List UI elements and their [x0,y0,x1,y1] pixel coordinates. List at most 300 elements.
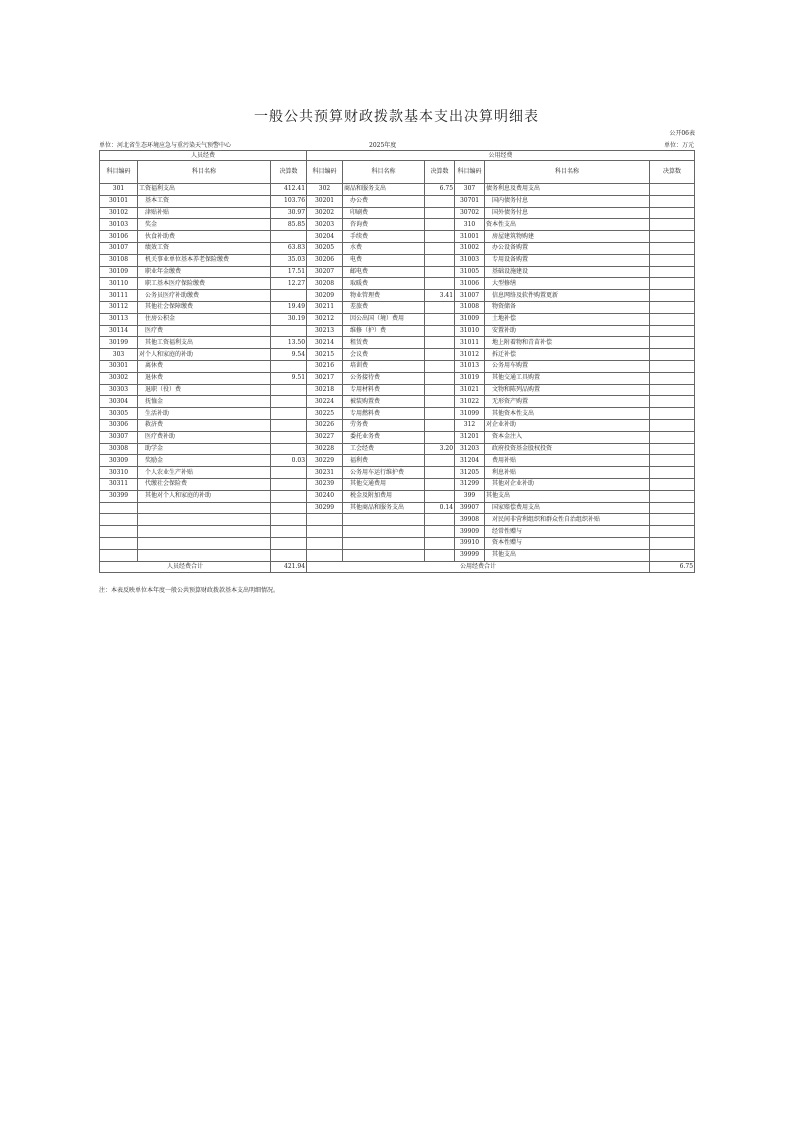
code-cell: 39907 [455,502,485,514]
name-cell: 代缴社会保险费 [138,478,271,490]
name-cell: 公务用车购置 [485,360,650,372]
table-row [100,467,695,479]
name-cell: 手续费 [343,231,425,243]
table-row [100,207,695,219]
name-cell: 委托业务费 [343,431,425,443]
code-cell: 303 [100,349,138,361]
amount-cell [425,349,455,361]
name-cell: 其他对个人和家庭的补助 [138,490,271,502]
amount-cell [650,325,695,337]
code-cell: 30217 [307,372,343,384]
code-cell: 30108 [100,254,138,266]
amount-cell [425,360,455,372]
code-cell: 30113 [100,313,138,325]
table-row [100,408,695,420]
code-cell: 31009 [455,313,485,325]
name-cell: 医疗费 [138,325,271,337]
header-personnel: 人员经费 [100,151,307,161]
header-name: 科目名称 [485,161,650,184]
name-cell: 对个人和家庭的补助 [138,349,271,361]
name-cell: 其他交通费用 [343,478,425,490]
table-row [100,384,695,396]
name-cell [138,549,271,561]
amount-cell [271,478,307,490]
amount-cell: 103.76 [271,195,307,207]
amount-cell [650,207,695,219]
header-amount: 决算数 [650,161,695,184]
amount-cell: 30.19 [271,313,307,325]
name-cell: 退职（役）费 [138,384,271,396]
name-cell: 无形资产购置 [485,396,650,408]
amount-cell [271,325,307,337]
amount-cell [650,184,695,196]
code-cell: 31204 [455,455,485,467]
amount-cell [425,231,455,243]
name-cell: 被装购置费 [343,396,425,408]
name-cell: 资本性赠与 [485,537,650,549]
code-cell: 30311 [100,478,138,490]
code-cell: 30702 [455,207,485,219]
code-cell: 30303 [100,384,138,396]
name-cell: 职业年金缴费 [138,266,271,278]
name-cell: 维修（护）费 [343,325,425,337]
code-cell: 31005 [455,266,485,278]
code-cell [100,526,138,538]
name-cell: 信息网络及软件购置更新 [485,290,650,302]
totals-row [100,561,695,572]
name-cell: 其他商品和服务支出 [343,502,425,514]
code-cell: 30308 [100,443,138,455]
code-cell: 30110 [100,278,138,290]
amount-cell: 85.85 [271,219,307,231]
personnel-total-label: 人员经费合计 [100,561,271,572]
amount-cell: 0.14 [425,502,455,514]
code-cell: 31205 [455,467,485,479]
header-code: 科目编码 [455,161,485,184]
code-cell: 30309 [100,455,138,467]
code-cell: 31012 [455,349,485,361]
table-row [100,219,695,231]
header-name: 科目名称 [138,161,271,184]
code-cell: 30305 [100,408,138,420]
name-cell: 绩效工资 [138,242,271,254]
amount-cell [650,231,695,243]
code-cell: 30107 [100,242,138,254]
code-cell: 30114 [100,325,138,337]
code-cell: 31099 [455,408,485,420]
amount-cell [425,266,455,278]
page-title: 一般公共预算财政拨款基本支出决算明细表 [254,109,539,125]
table-row [100,455,695,467]
name-cell: 办公费 [343,195,425,207]
amount-cell: 13.50 [271,337,307,349]
amount-cell: 17.51 [271,266,307,278]
code-cell: 30207 [307,266,343,278]
amount-cell [271,514,307,526]
header-code: 科目编码 [100,161,138,184]
code-cell: 30205 [307,242,343,254]
table-row [100,396,695,408]
code-cell: 30224 [307,396,343,408]
amount-cell [650,219,695,231]
amount-cell [650,455,695,467]
code-cell: 31022 [455,396,485,408]
name-cell: 专用材料费 [343,384,425,396]
name-cell: 房屋建筑物购建 [485,231,650,243]
name-cell [138,514,271,526]
code-cell: 30302 [100,372,138,384]
header-public: 公用经费 [307,151,695,161]
code-cell [100,549,138,561]
name-cell: 差旅费 [343,301,425,313]
amount-cell [650,360,695,372]
amount-cell: 19.49 [271,301,307,313]
amount-cell [425,490,455,502]
public-total-value: 6.75 [650,561,695,572]
name-cell: 政府投资基金股权投资 [485,443,650,455]
table-row [100,372,695,384]
code-cell: 312 [455,419,485,431]
amount-cell [650,408,695,420]
amount-cell [650,549,695,561]
code-cell: 30304 [100,396,138,408]
code-cell: 30229 [307,455,343,467]
amount-cell [650,301,695,313]
code-cell: 30112 [100,301,138,313]
amount-cell [425,254,455,266]
name-cell: 劳务费 [343,419,425,431]
table-row [100,266,695,278]
name-cell: 助学金 [138,443,271,455]
amount-cell [271,467,307,479]
amount-cell [425,537,455,549]
amount-cell: 6.75 [425,184,455,196]
meta-line [99,140,694,149]
name-cell: 培训费 [343,360,425,372]
amount-cell [271,526,307,538]
amount-cell [425,195,455,207]
code-cell: 31002 [455,242,485,254]
name-cell: 基本工资 [138,195,271,207]
amount-cell: 63.83 [271,242,307,254]
code-cell: 310 [455,219,485,231]
form-number: 公开06表 [669,130,695,137]
code-cell: 30399 [100,490,138,502]
table-row [100,231,695,243]
code-cell: 31003 [455,254,485,266]
code-cell: 30214 [307,337,343,349]
name-cell: 国外债务付息 [485,207,650,219]
name-cell: 专用燃料费 [343,408,425,420]
personnel-total-value: 421.94 [271,561,307,572]
table-row [100,278,695,290]
amount-cell [650,337,695,349]
name-cell: 大型修缮 [485,278,650,290]
money-unit-label: 单位：万元 [663,142,694,149]
name-cell: 公务用车运行维护费 [343,467,425,479]
code-cell: 39908 [455,514,485,526]
table-row [100,325,695,337]
unit-label: 单位：河北省生态环境应急与重污染天气预警中心 [99,142,232,149]
name-cell: 物资储备 [485,301,650,313]
code-cell: 31010 [455,325,485,337]
amount-cell [650,526,695,538]
amount-cell: 9.54 [271,349,307,361]
code-cell: 31299 [455,478,485,490]
code-cell: 30102 [100,207,138,219]
header-amount: 决算数 [425,161,455,184]
table-row [100,195,695,207]
code-cell: 30109 [100,266,138,278]
amount-cell [425,278,455,290]
name-cell: 奖励金 [138,455,271,467]
code-cell: 30208 [307,278,343,290]
amount-cell [271,431,307,443]
table-row [100,490,695,502]
code-cell: 30310 [100,467,138,479]
name-cell: 文物和陈列品购置 [485,384,650,396]
amount-cell [271,231,307,243]
name-cell: 专用设备购置 [485,254,650,266]
amount-cell: 0.03 [271,455,307,467]
amount-cell [425,526,455,538]
name-cell: 印刷费 [343,207,425,219]
amount-cell [425,325,455,337]
amount-cell: 12.27 [271,278,307,290]
code-cell: 30202 [307,207,343,219]
code-cell: 30225 [307,408,343,420]
table-row [100,242,695,254]
amount-cell [425,301,455,313]
name-cell: 公务接待费 [343,372,425,384]
code-cell: 30209 [307,290,343,302]
name-cell: 机关事业单位基本养老保险缴费 [138,254,271,266]
name-cell [343,537,425,549]
table-row [100,184,695,196]
code-cell [307,514,343,526]
year-label: 2025年度 [369,142,397,149]
code-cell: 30239 [307,478,343,490]
amount-cell: 3.20 [425,443,455,455]
table-row [100,301,695,313]
table-row [100,349,695,361]
code-cell: 302 [307,184,343,196]
name-cell: 工会经费 [343,443,425,455]
table-row [100,290,695,302]
name-cell: 工资福利支出 [138,184,271,196]
name-cell: 津贴补贴 [138,207,271,219]
name-cell: 土地补偿 [485,313,650,325]
code-cell: 30240 [307,490,343,502]
table-row [100,443,695,455]
code-cell: 30215 [307,349,343,361]
amount-cell [650,490,695,502]
name-cell: 其他交通工具购置 [485,372,650,384]
amount-cell [271,443,307,455]
footnote: 注：本表反映单位本年度一般公共预算财政拨款基本支出明细情况。 [99,587,280,594]
table-row [100,431,695,443]
name-cell: 债务利息及费用支出 [485,184,650,196]
header-name: 科目名称 [343,161,425,184]
code-cell: 31006 [455,278,485,290]
amount-cell [650,290,695,302]
name-cell: 商品和服务支出 [343,184,425,196]
code-cell [100,514,138,526]
name-cell: 国内债务付息 [485,195,650,207]
name-cell: 其他资本性支出 [485,408,650,420]
code-cell: 399 [455,490,485,502]
code-cell: 30213 [307,325,343,337]
code-cell: 30203 [307,219,343,231]
name-cell [343,526,425,538]
amount-cell [650,431,695,443]
name-cell: 医疗费补助 [138,431,271,443]
amount-cell [425,207,455,219]
code-cell [100,502,138,514]
name-cell: 国家赔偿费用支出 [485,502,650,514]
table-row [100,526,695,538]
code-cell: 39910 [455,537,485,549]
amount-cell [650,514,695,526]
table-row [100,478,695,490]
name-cell: 租赁费 [343,337,425,349]
amount-cell [425,242,455,254]
table-row [100,254,695,266]
name-cell: 基础设施建设 [485,266,650,278]
header-row-groups [100,151,695,161]
code-cell: 31013 [455,360,485,372]
name-cell: 其他支出 [485,490,650,502]
name-cell: 伙食补助费 [138,231,271,243]
amount-cell [271,360,307,372]
amount-cell [425,455,455,467]
name-cell: 离休费 [138,360,271,372]
header-code: 科目编码 [307,161,343,184]
name-cell: 取暖费 [343,278,425,290]
code-cell: 31201 [455,431,485,443]
code-cell [307,526,343,538]
amount-cell [650,254,695,266]
amount-cell [650,396,695,408]
name-cell: 职工基本医疗保险缴费 [138,278,271,290]
code-cell: 30228 [307,443,343,455]
name-cell: 利息补贴 [485,467,650,479]
name-cell: 福利费 [343,455,425,467]
code-cell: 30212 [307,313,343,325]
code-cell: 30226 [307,419,343,431]
table-row [100,502,695,514]
public-total-label: 公用经费合计 [307,561,650,572]
code-cell: 30227 [307,431,343,443]
amount-cell: 3.41 [425,290,455,302]
name-cell: 对民间非营利组织和群众性自治组织补贴 [485,514,650,526]
name-cell: 费用补贴 [485,455,650,467]
code-cell: 31008 [455,301,485,313]
amount-cell: 35.03 [271,254,307,266]
name-cell: 地上附着物和青苗补偿 [485,337,650,349]
name-cell: 拆迁补偿 [485,349,650,361]
name-cell: 因公出国（境）费用 [343,313,425,325]
code-cell: 30218 [307,384,343,396]
amount-cell [425,514,455,526]
amount-cell [425,408,455,420]
code-cell: 30231 [307,467,343,479]
name-cell: 个人农业生产补贴 [138,467,271,479]
code-cell: 31021 [455,384,485,396]
name-cell: 其他工资福利支出 [138,337,271,349]
name-cell [138,502,271,514]
name-cell: 咨询费 [343,219,425,231]
amount-cell [425,384,455,396]
code-cell [307,549,343,561]
amount-cell [271,490,307,502]
name-cell: 住房公积金 [138,313,271,325]
amount-cell [650,419,695,431]
name-cell: 物业管理费 [343,290,425,302]
amount-cell [650,372,695,384]
amount-cell [425,467,455,479]
amount-cell [425,337,455,349]
code-cell: 30111 [100,290,138,302]
code-cell: 30106 [100,231,138,243]
code-cell: 30201 [307,195,343,207]
name-cell: 邮电费 [343,266,425,278]
name-cell: 其他支出 [485,549,650,561]
amount-cell: 412.41 [271,184,307,196]
name-cell: 安置补助 [485,325,650,337]
amount-cell [650,195,695,207]
code-cell: 30204 [307,231,343,243]
amount-cell [650,242,695,254]
code-cell: 30101 [100,195,138,207]
code-cell [100,537,138,549]
code-cell: 31001 [455,231,485,243]
table-row [100,549,695,561]
amount-cell [650,537,695,549]
amount-cell [650,384,695,396]
name-cell: 退休费 [138,372,271,384]
name-cell: 公务员医疗补助缴费 [138,290,271,302]
amount-cell [425,372,455,384]
table-row [100,337,695,349]
code-cell: 30301 [100,360,138,372]
name-cell [343,549,425,561]
amount-cell [650,266,695,278]
name-cell: 其他社会保障缴费 [138,301,271,313]
table-row [100,313,695,325]
amount-cell [425,219,455,231]
name-cell: 救济费 [138,419,271,431]
code-cell: 39999 [455,549,485,561]
code-cell: 31203 [455,443,485,455]
name-cell: 会议费 [343,349,425,361]
name-cell: 办公设备购置 [485,242,650,254]
amount-cell [271,537,307,549]
amount-cell [425,431,455,443]
amount-cell [425,419,455,431]
code-cell: 301 [100,184,138,196]
amount-cell [425,313,455,325]
table-row [100,514,695,526]
name-cell [138,526,271,538]
code-cell: 30701 [455,195,485,207]
name-cell: 经常性赠与 [485,526,650,538]
code-cell: 30307 [100,431,138,443]
amount-cell [425,549,455,561]
code-cell: 307 [455,184,485,196]
amount-cell [650,313,695,325]
code-cell: 30306 [100,419,138,431]
